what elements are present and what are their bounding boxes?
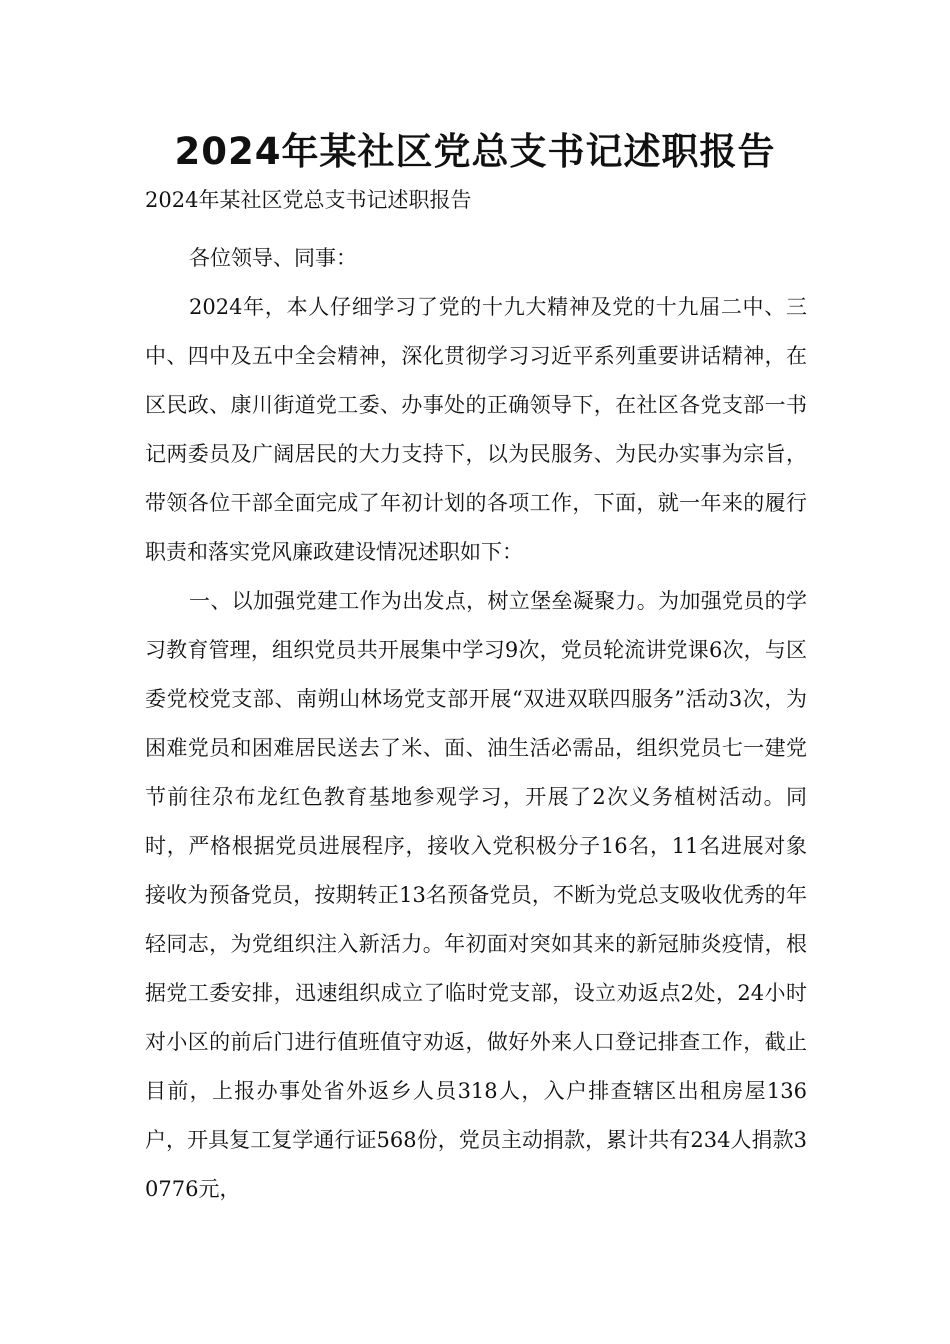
document-subtitle: 2024年某社区党总支书记述职报告	[145, 188, 472, 212]
document-title: 2024年某社区党总支书记述职报告	[174, 130, 776, 173]
paragraph-party-building: 一、以加强党建工作为出发点，树立堡垒凝聚力。为加强党员的学习教育管理，组织党员共开展集中学习9次，党员轮流讲党课6次，与区委党校党支部、南朔山林场党支部开展“双进双联四服务”活动3次，为困难党员和困难居民送去了米、面、油生活必需品，组织党员七一建党节前往尕布龙红色教育基地参观学习，开展了2次义务植树活动。同时，严格根据党员进展程序，接收入党积极分子16名，11名进展对象接收为预备党员，按期转正13名预备党员，不断为党总支吸收优秀的年轻同志，为党组织注入新活力。年初面对突如其来的新冠肺炎疫情，根据党工委安排，迅速组织成立了临时党支部，设立劝返点2处，24小时对小区的前后门进行值班值守劝返，做好外来人口登记排查工作，截止目前，上报办事处省外返乡人员318人，入户排查辖区出租房屋136户，开具复工复学通行证568份，党员主动捐款，累计共有234人捐款30776元，	[145, 589, 807, 1201]
paragraph-intro: 2024年，本人仔细学习了党的十九大精神及党的十九届二中、三中、四中及五中全会精神，深化贯彻学习习近平系列重要讲话精神，在区民政、康川街道党工委、办事处的正确领导下，在社区各党支部一书记两委员及广阔居民的大力支持下，以为民服务、为民办实事为宗旨，带领各位干部全面完成了年初计划的各项工作，下面，就一年来的履行职责和落实党风廉政建设情况述职如下：	[145, 295, 807, 564]
greeting: 各位领导、同事：	[189, 246, 357, 270]
